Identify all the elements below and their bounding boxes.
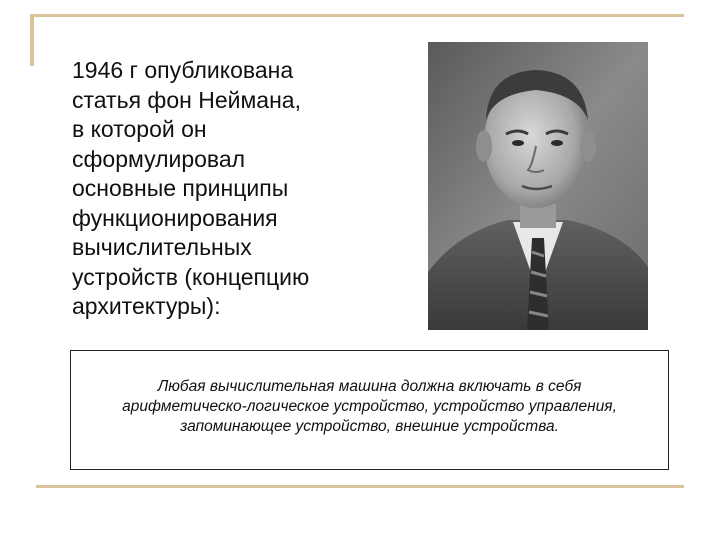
portrait-photo: [428, 42, 648, 330]
accent-line-bottom: [36, 485, 684, 488]
quote-line: Любая вычислительная машина должна включать в себя: [157, 378, 582, 395]
slide-body-text: [72, 56, 412, 322]
body-line: функционирования: [72, 204, 278, 231]
definition-text: [71, 377, 668, 437]
quote-line: арифметическо-логическое устройство, устройство управления,: [122, 398, 617, 415]
definition-box: [70, 350, 669, 470]
accent-line-vertical: [30, 14, 34, 66]
quote-line: запоминающее устройство, внешние устройства.: [180, 418, 559, 435]
body-line: основные принципы: [72, 175, 289, 201]
body-line: статья фон Неймана,: [72, 86, 301, 113]
body-line: 1946 г опубликована: [72, 57, 294, 83]
body-line: в которой он: [72, 116, 207, 142]
body-line: вычислительных: [72, 234, 252, 260]
body-line: устройств (концепцию: [72, 263, 310, 290]
accent-line-top: [30, 14, 684, 17]
body-line: архитектуры):: [72, 293, 221, 319]
body-line: сформулировал: [72, 145, 246, 172]
